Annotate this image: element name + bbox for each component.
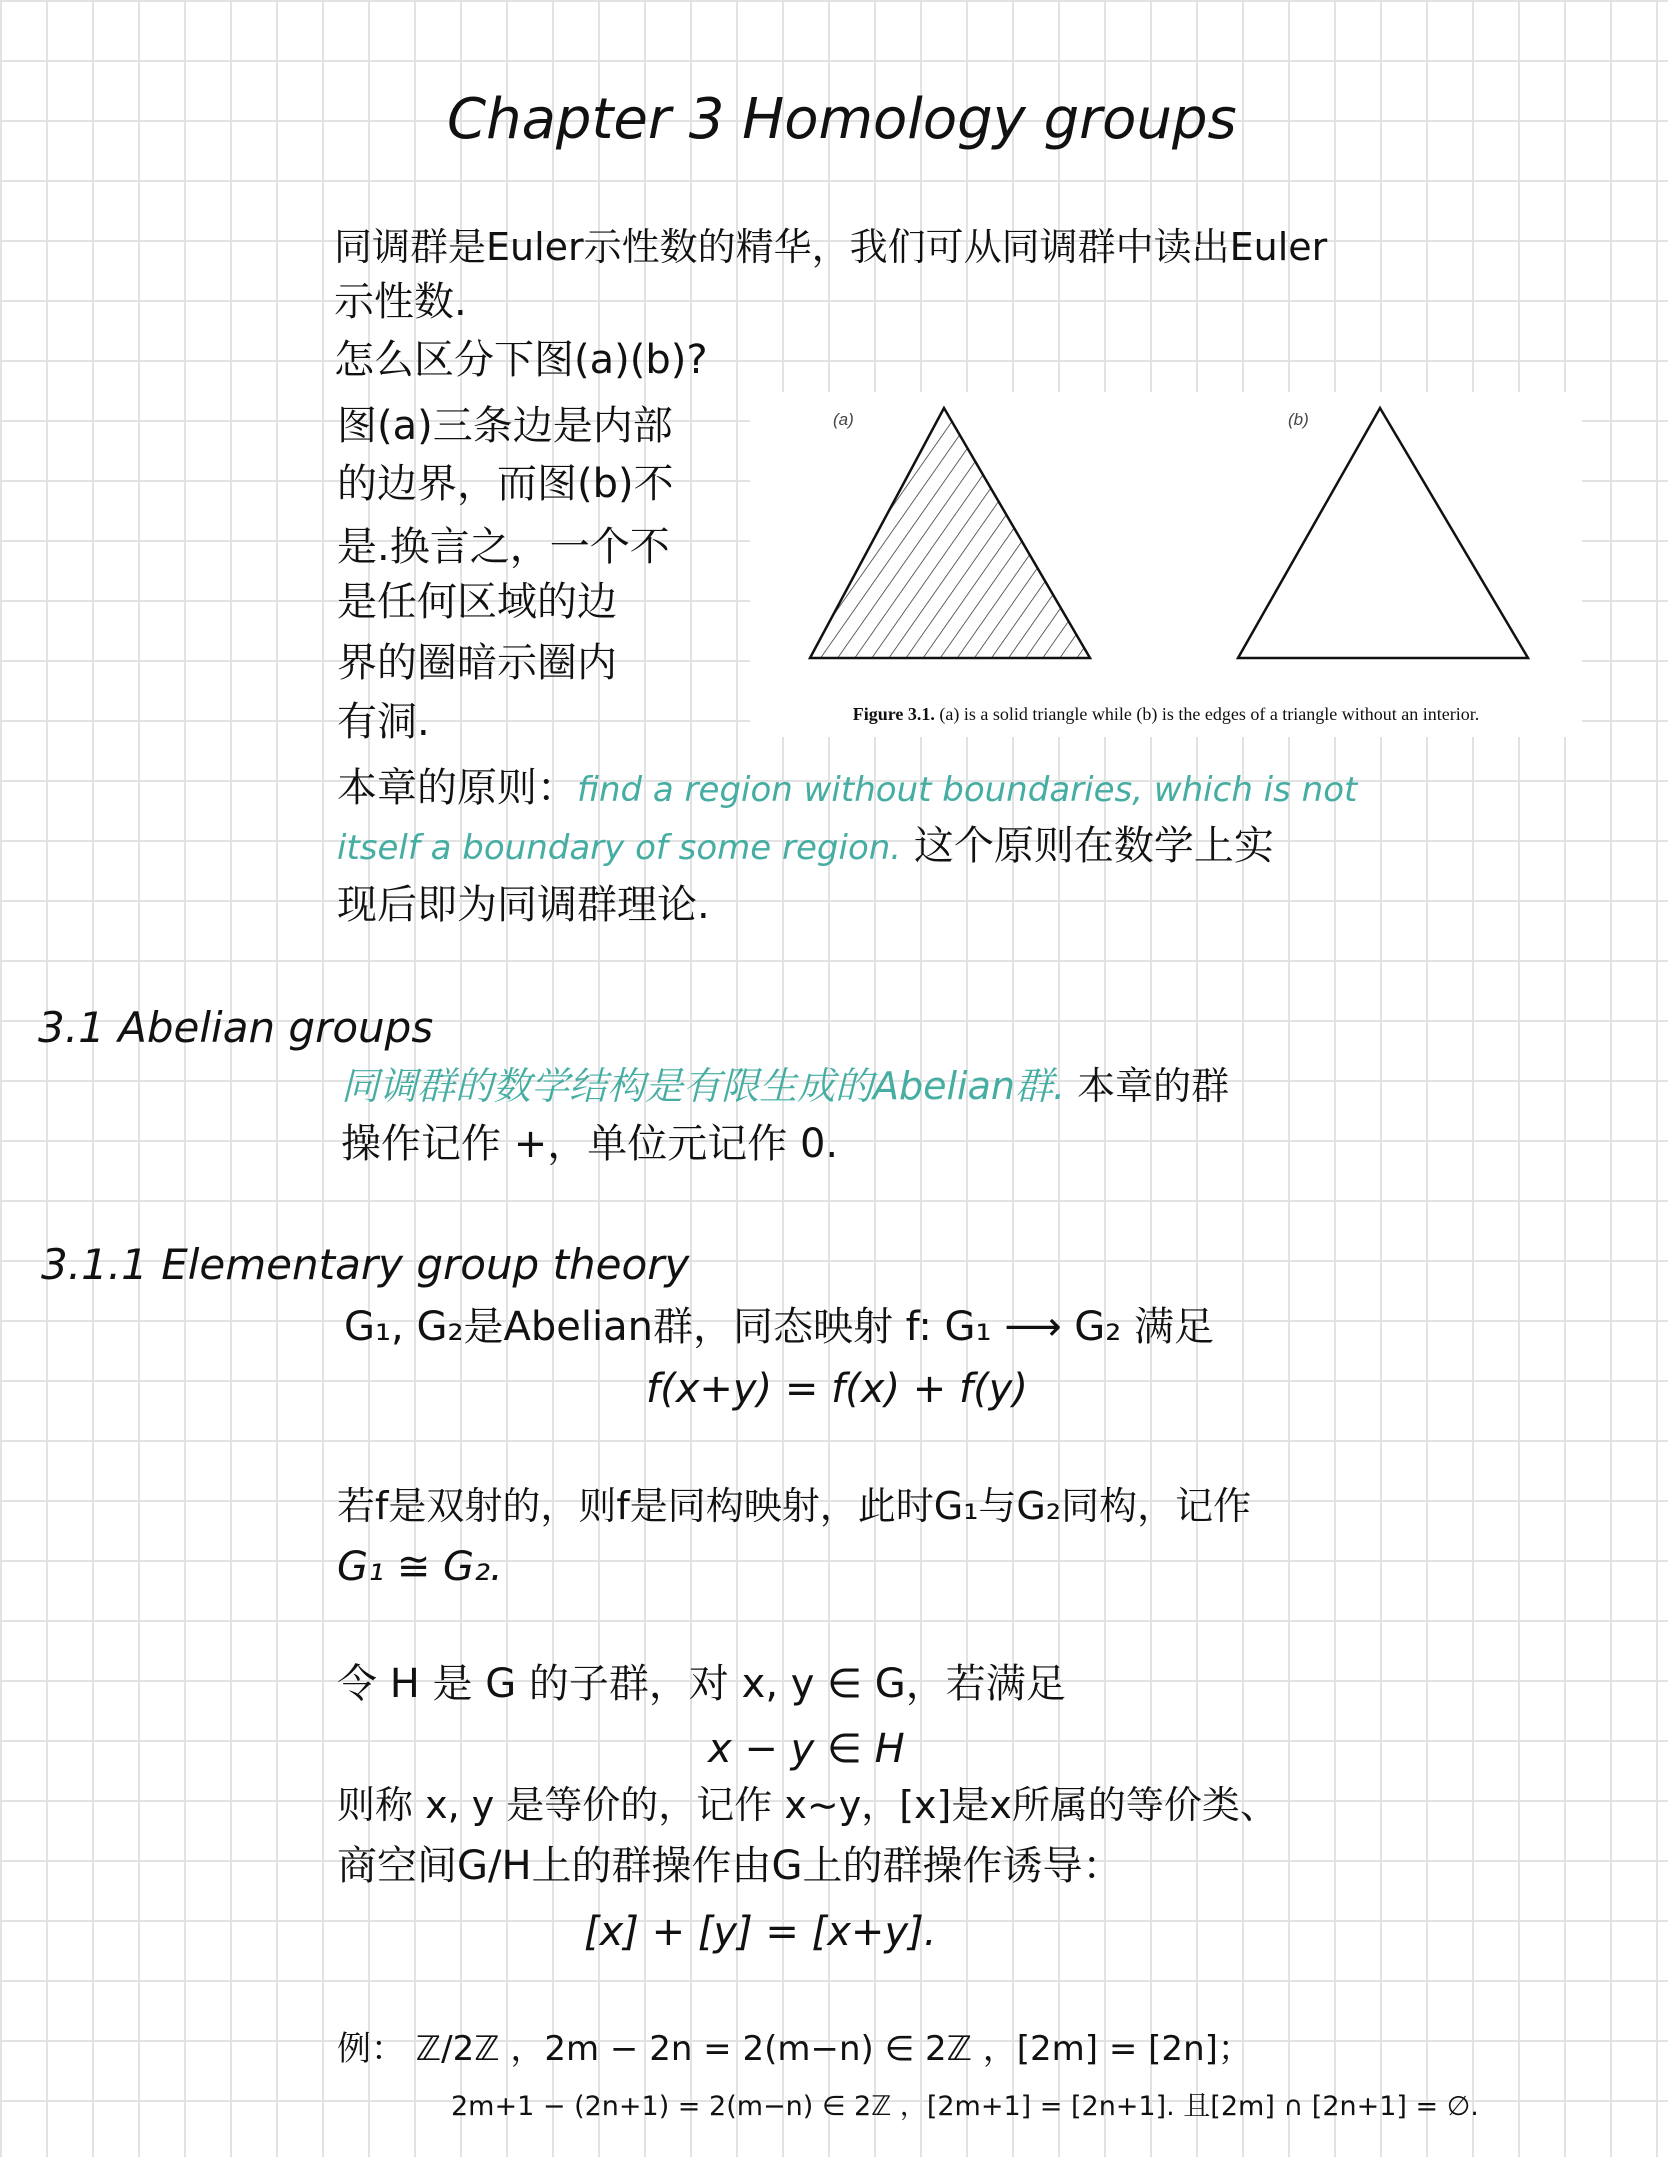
- caption-text: (a) is a solid triangle while (b) is the edges of a triangle without an interior.: [934, 704, 1480, 724]
- left-column-line: 图(a)三条边是内部: [337, 403, 673, 449]
- principle-suffix: 这个原则在数学上实: [913, 823, 1274, 869]
- section-3-1-line-1: [341, 1058, 1229, 1114]
- intro-line: 同调群是Euler示性数的精华，我们可从同调群中读出Euler: [334, 225, 1328, 269]
- section-3-1-rest: 本章的群: [1077, 1064, 1230, 1108]
- section-heading-3-1-1: 3.1.1 Elementary group theory: [41, 1240, 690, 1289]
- subgroup-def: 令 H 是 G 的子群，对 x, y ∈ G，若满足: [337, 1661, 1066, 1707]
- intro-question: 怎么区分下图(a)(b)?: [334, 337, 708, 383]
- left-column-line: 有洞.: [337, 699, 430, 745]
- isomorphism-notation: G₁ ≅ G₂.: [337, 1544, 503, 1590]
- left-column-line: 的边界，而图(b)不: [337, 461, 674, 507]
- equivalence-def: 则称 x, y 是等价的，记作 x∼y，[x]是x所属的等价类、: [337, 1783, 1278, 1827]
- hollow-triangle-b: [1238, 408, 1528, 658]
- isomorphism-def: 若f是双射的，则f是同构映射，此时G₁与G₂同构，记作: [337, 1484, 1252, 1528]
- principle-line-1: [337, 760, 1357, 818]
- label-a: (a): [833, 410, 854, 429]
- principle-quote-1: find a region without boundaries, which is not: [577, 770, 1358, 810]
- example-line-1: 例： ℤ/2ℤ ，2m − 2n = 2(m−n) ∈ 2ℤ ，[2m] = [2n]；: [337, 2029, 1252, 2069]
- left-column-line: 是.换言之，一个不: [337, 524, 670, 570]
- homomorphism-equation: f(x+y) = f(x) + f(y): [646, 1366, 1028, 1412]
- equivalence-condition: x − y ∈ H: [708, 1726, 905, 1772]
- quotient-equation: [x] + [y] = [x+y].: [584, 1909, 937, 1955]
- abelian-structure-note: 同调群的数学结构是有限生成的Abelian群.: [341, 1064, 1066, 1108]
- label-b: (b): [1288, 410, 1309, 429]
- homomorphism-def: G₁, G₂是Abelian群，同态映射 f: G₁ ⟶ G₂ 满足: [344, 1304, 1215, 1350]
- principle-line-2: [337, 818, 1274, 876]
- chapter-title: Chapter 3 Homology groups: [447, 87, 1237, 152]
- example-line-2: 2m+1 − (2n+1) = 2(m−n) ∈ 2ℤ ，[2m+1] = [2n+1]. 且[2m] ∩ [2n+1] = ∅.: [451, 2091, 1479, 2122]
- intro-line: 示性数.: [334, 279, 467, 325]
- caption-label: Figure 3.1.: [852, 704, 935, 724]
- solid-triangle-a: [810, 408, 1090, 658]
- triangles-diagram: [750, 392, 1582, 692]
- figure-caption: [750, 704, 1582, 725]
- figure-3-1: [750, 392, 1582, 737]
- quotient-def: 商空间G/H上的群操作由G上的群操作诱导：: [337, 1843, 1123, 1889]
- principle-line-3: 现后即为同调群理论.: [337, 882, 710, 928]
- principle-prefix: 本章的原则：: [337, 765, 577, 811]
- left-column-line: 界的圈暗示圈内: [337, 640, 617, 686]
- left-column-line: 是任何区域的边: [337, 579, 617, 625]
- section-3-1-line-2: 操作记作 +，单位元记作 0.: [341, 1121, 839, 1167]
- principle-quote-2: itself a boundary of some region.: [337, 828, 902, 868]
- section-heading-3-1: 3.1 Abelian groups: [38, 1003, 434, 1052]
